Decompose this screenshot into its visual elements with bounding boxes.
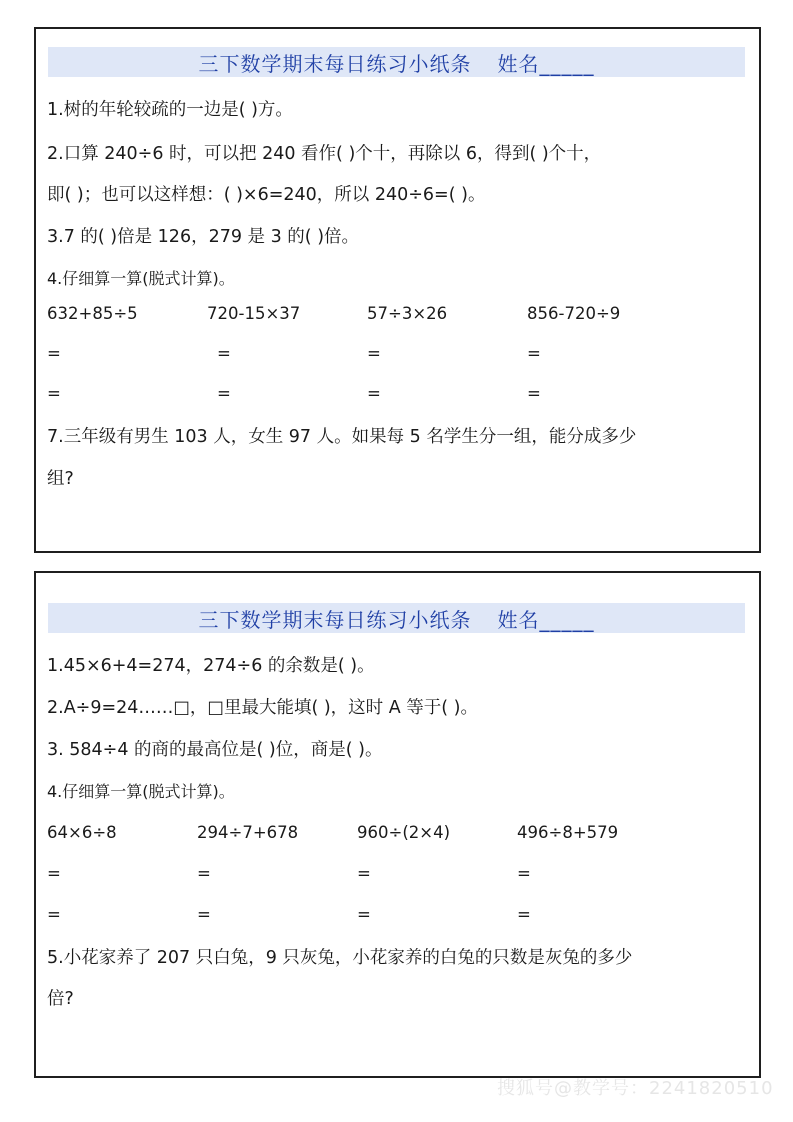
equals-row [47,903,747,927]
card-title-bar [48,603,745,633]
question-5-line-2: 倍? [47,989,74,1009]
equals-row [47,382,747,406]
question-7-line-2: 组? [47,469,74,489]
equals-sign: = [47,864,61,883]
watermark: 搜狐号@教学号：2241820510 [497,1078,774,1099]
expression: 720-15×37 [207,304,301,323]
question-1: 1.45×6+4=274，274÷6 的余数是( )。 [47,656,375,676]
equals-sign: = [527,344,541,363]
question-5-line-1: 5.小花家养了 207 只白兔，9 只灰兔，小花家养的白兔的只数是灰兔的多少 [47,948,633,968]
question-3: 3.7 的( )倍是 126，279 是 3 的( )倍。 [47,227,360,247]
equals-sign: = [47,344,61,363]
equals-sign: = [517,905,531,924]
card-title-bar [48,47,745,77]
question-4: 4.仔细算一算(脱式计算)。 [47,782,235,801]
expression: 64×6÷8 [47,823,117,842]
equals-sign: = [527,384,541,403]
equals-sign: = [367,384,381,403]
equals-sign: = [357,864,371,883]
equals-sign: = [367,344,381,363]
card-title: 三下数学期末每日练习小纸条 [198,51,472,76]
equals-sign: = [217,344,231,363]
expression: 496÷8+579 [517,823,619,842]
exercise-card-2 [34,571,761,1078]
equals-sign: = [47,905,61,924]
expression: 632+85÷5 [47,304,138,323]
question-1: 1.树的年轮较疏的一边是( )方。 [47,100,293,120]
equals-sign: = [517,864,531,883]
equals-sign: = [217,384,231,403]
expression: 57÷3×26 [367,304,448,323]
question-3: 3. 584÷4 的商的最高位是( )位，商是( )。 [47,740,383,760]
expression-row [47,302,747,326]
question-2: 2.A÷9=24……□，□里最大能填( )，这时 A 等于( )。 [47,698,478,718]
equals-row [47,862,747,886]
equals-sign: = [47,384,61,403]
exercise-card-1 [34,27,761,553]
expression: 960÷(2×4) [357,823,451,842]
name-field-label: 姓名_____ [497,51,595,76]
expression: 856-720÷9 [527,304,621,323]
expression-row [47,821,747,845]
question-2-line-2: 即( )；也可以这样想：( )×6=240，所以 240÷6=( )。 [47,185,486,205]
question-2-line-1: 2.口算 240÷6 时，可以把 240 看作( )个十，再除以 6，得到( )个十， [47,144,602,164]
equals-row [47,342,747,366]
card-title: 三下数学期末每日练习小纸条 [198,607,472,632]
equals-sign: = [197,864,211,883]
question-7-line-1: 7.三年级有男生 103 人，女生 97 人。如果每 5 名学生分一组，能分成多少 [47,427,637,447]
name-field-label: 姓名_____ [497,607,595,632]
expression: 294÷7+678 [197,823,299,842]
equals-sign: = [197,905,211,924]
question-4: 4.仔细算一算(脱式计算)。 [47,269,235,288]
equals-sign: = [357,905,371,924]
